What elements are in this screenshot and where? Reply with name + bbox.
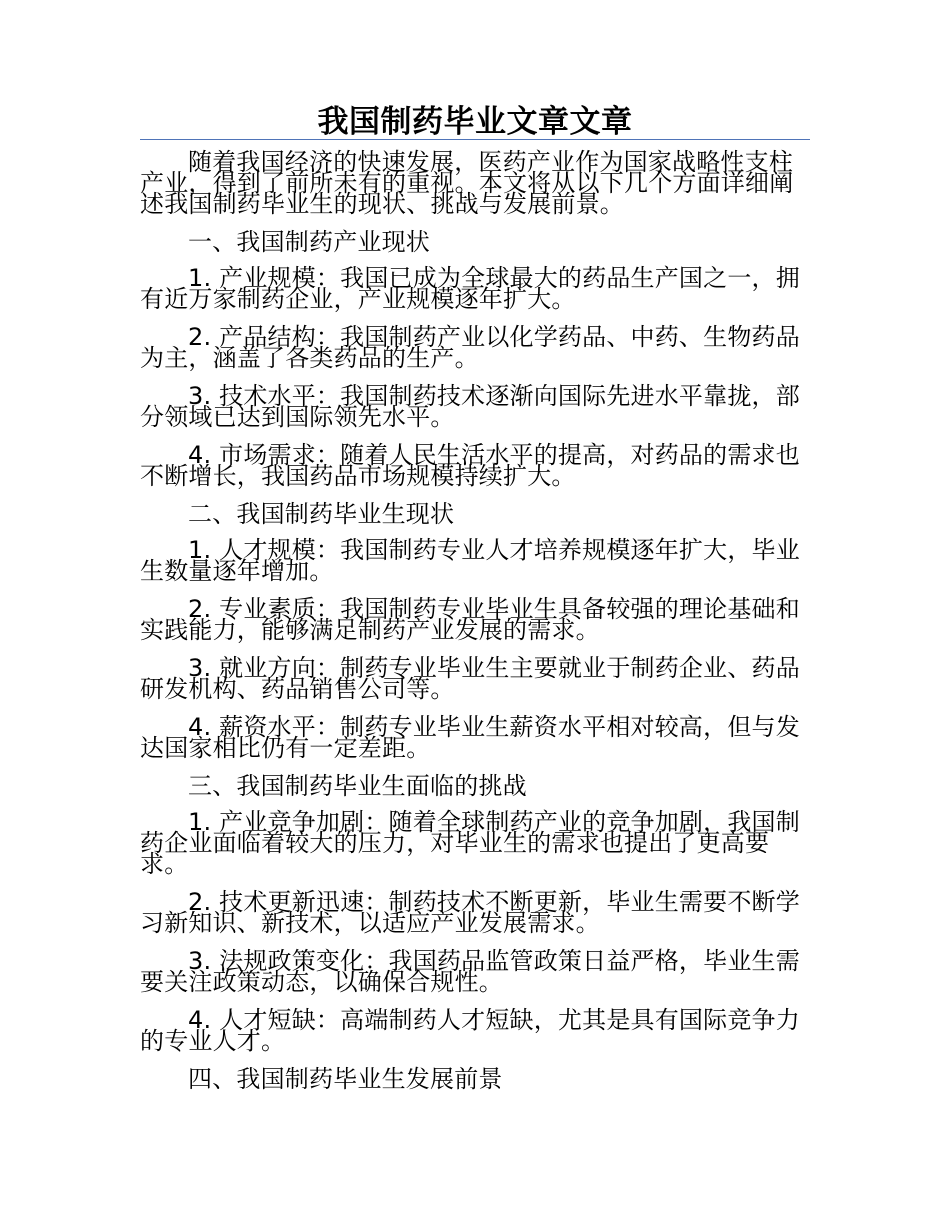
- list-item-salary-level: 4. 薪资水平：制药专业毕业生薪资水平相对较高，但与发达国家相比仍有一定差距。: [140, 713, 800, 762]
- list-item-employment-direction: 3. 就业方向：制药专业毕业生主要就业于制药企业、药品研发机构、药品销售公司等。: [140, 654, 800, 703]
- list-item-industry-scale: 1. 产业规模：我国已成为全球最大的药品生产国之一，拥有近万家制药企业，产业规模逐年扩大。: [140, 264, 800, 313]
- list-item-professional-quality: 2. 专业素质：我国制药专业毕业生具备较强的理论基础和实践能力，能够满足制药产业发展的需求。: [140, 595, 800, 644]
- section-heading-prospects: 四、我国制药毕业生发展前景: [188, 1065, 503, 1093]
- list-item-industry-competition: 1. 产业竞争加剧：随着全球制药产业的竞争加剧，我国制药企业面临着较大的压力，对毕业生的需求也提出了更高要求。: [140, 808, 800, 878]
- intro-paragraph: 随着我国经济的快速发展，医药产业作为国家战略性支柱产业，得到了前所未有的重视。本文将从以下几个方面详细阐述我国制药毕业生的现状、挑战与发展前景。: [140, 148, 794, 218]
- section-heading-challenges: 三、我国制药毕业生面临的挑战: [188, 772, 527, 800]
- list-item-technology-updates: 2. 技术更新迅速：制药技术不断更新，毕业生需要不断学习新知识、新技术，以适应产业发展需求。: [140, 888, 800, 937]
- list-item-market-demand: 4. 市场需求：随着人民生活水平的提高，对药品的需求也不断增长，我国药品市场规模持续扩大。: [140, 441, 800, 490]
- title-underline: [140, 139, 810, 140]
- section-heading-industry-status: 一、我国制药产业现状: [188, 228, 430, 256]
- list-item-product-structure: 2. 产品结构：我国制药产业以化学药品、中药、生物药品为主，涵盖了各类药品的生产。: [140, 323, 800, 372]
- document-title: 我国制药毕业文章文章: [317, 104, 633, 140]
- list-item-technical-level: 3. 技术水平：我国制药技术逐渐向国际先进水平靠拢，部分领域已达到国际领先水平。: [140, 382, 800, 431]
- list-item-talent-scale: 1. 人才规模：我国制药专业人才培养规模逐年扩大，毕业生数量逐年增加。: [140, 536, 800, 585]
- section-heading-graduate-status: 二、我国制药毕业生现状: [188, 500, 455, 528]
- list-item-policy-changes: 3. 法规政策变化：我国药品监管政策日益严格，毕业生需要关注政策动态，以确保合规性。: [140, 947, 800, 996]
- list-item-talent-shortage: 4. 人才短缺：高端制药人才短缺，尤其是具有国际竞争力的专业人才。: [140, 1006, 800, 1055]
- document-body: [140, 148, 810, 1105]
